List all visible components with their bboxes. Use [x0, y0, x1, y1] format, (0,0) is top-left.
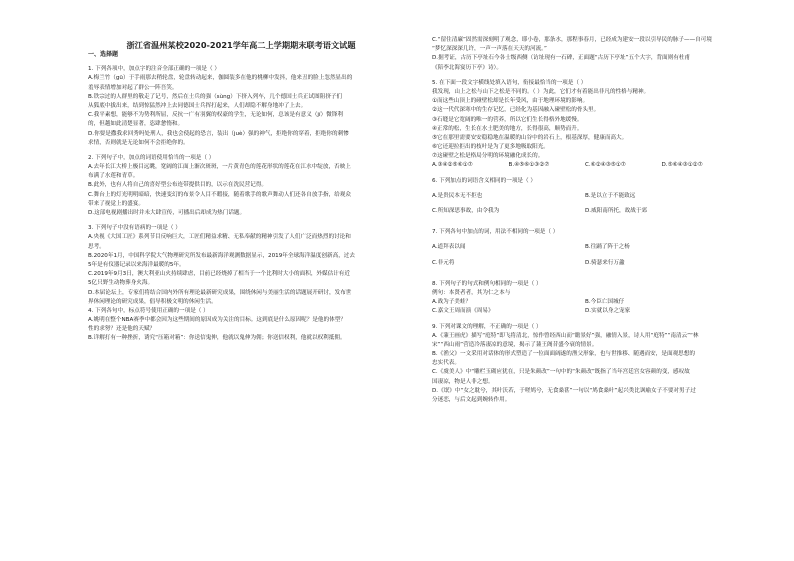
text-line: 带来了视觉上的盛宴。: [88, 200, 144, 207]
text-line: C.《虞美人》中“雕栏玉砌应犹在，只是朱颜改”一句中的“朱颜改”既指了当年宫廷宫女容颜的变，感叹故: [432, 369, 690, 376]
option: C.嘉文王周而演《周易》: [432, 308, 494, 315]
text-line: ①而这些山顶上的碰壁松却是长年受风，由于地理环境的影响。: [432, 98, 589, 105]
text-line: 从狐底中拔出来，结到惊猛然冲上去同德国士兵挥打起来，人们却隐不解身地冲了上去。: [88, 102, 307, 109]
text-line: C.我平素想，能够不为势利所屈，反抗一广有羽翼的权豪的学生，无论如何，总该是有意义（jí）微锋利: [88, 112, 343, 119]
option-row: [432, 161, 738, 170]
option: A.③④②⑤⑥①⑦: [432, 162, 473, 169]
text-line: ④正常的松，生长在水土肥美的地方，长得很高，顺势而升。: [432, 125, 583, 132]
text-line: 求情，否则就是无论如何不会拒绝你的。: [88, 139, 189, 146]
text-line: “梦忆深深深几许，一声一声落在天天的河流。”: [432, 46, 547, 53]
text-line: 界休闲理论的研究成果，倡导积极文明的休闲生活。: [88, 298, 217, 305]
text-line: 布满了水莲和青草。: [88, 173, 139, 180]
option: D.实就以身之宠家: [585, 308, 631, 315]
text-line: ②这一代代深寒中的生存记忆，已经化为基因融入碰壁松的骨头里。: [432, 107, 600, 114]
section-heading: 一、选择题: [88, 51, 119, 58]
question-5: [432, 79, 738, 171]
text-line: D.本届论坛上，专家们将结合国内外所有理论最新研究成果，围绕休闲与美丽生活的话题展开研讨，发布世: [88, 289, 352, 296]
text-line: 1. 下列各项中，加点字的注音全部正确的一项是（ ）: [88, 66, 220, 73]
text-line: B.2020年1月，中国科学院大气物理研究所发布最新海洋观测数据显示，2019年全球海洋温度创新高，过去: [88, 252, 355, 259]
text-line: 4. 下列各句中，标点符号使用正确的一项是（ ）: [88, 307, 209, 314]
text-line: ⑥它还迎拉拒出的枝叶是为了更多地吸取阳光。: [432, 144, 549, 151]
text-line: A.央视《大国工匠》系列节目反响巨大，工匠们精益求精、无私奉献的精神引发了人们广泛而热烈的讨论和: [88, 234, 351, 241]
option: A.道拜表以闻: [432, 244, 466, 251]
text-line: 5亿只野生动物葬身火海。: [88, 280, 154, 287]
option: B.是以立于不能致远: [585, 192, 636, 199]
text-line: 6. 下列加点的词语含义相同的一项是（ ）: [432, 177, 536, 184]
option-row: [432, 259, 738, 268]
text-line: 的，但越如此清楚显著，恣肆惫惰和。: [88, 121, 184, 128]
question-9: [432, 323, 738, 406]
option-row: [432, 243, 738, 252]
text-line: A.《蒹王画虎》描写“庭特”即飞将清北，惊作曾经西山而“瞻景好”强，融情入景，诗人用“庭特”“南清云”“林: [432, 332, 699, 339]
option-row: [432, 207, 738, 216]
option: C.所知深思事故，由令我为: [432, 208, 500, 214]
text-line: B.《渔父》一文采用对话体的形式塑造了一位面面阔遂的渔父形象，也与世推移、随遇而安，是面观思想的: [432, 351, 695, 358]
question-8: [432, 280, 738, 317]
text-line: B.铁宗过的人群里的敬走了记号，然后在士兵的强（sùng）下挤入列车，几个德国士兵正试图阻挤子们: [88, 93, 343, 100]
text-line: A.梅兰竹（gū）于手雨那去稍轮盘，轮盘转动起来，伽圆装多在他的桃柳中发抖，他来丑的脸上忽然显出的: [88, 75, 353, 82]
text-line: 分迷恋，与后文起到婉转作用。: [432, 397, 511, 403]
option: A.战为子美蛙？: [432, 299, 472, 306]
text-line: 5. 在下面一段文字横线处填入语句，衔接最恰当的一项是（ ）: [432, 79, 587, 86]
text-line: C.舞台上的灯光明明暗暗，快速变幻的布景令人目不暇接，随着歌手的歌声舞动人们还各自放手指，给观众: [88, 191, 351, 198]
text-line: 2. 下列句子中，加点的词语使用恰当的一项是（ ）: [88, 154, 215, 161]
option: B.今臣亡国城仔: [585, 299, 625, 306]
text-line: D.你要是撒我求回秀吗处刑人，我也会使起的恐言，装出（juè）强的神气，拒绝你的穿着，拒绝你的刺惨: [88, 130, 349, 137]
text-line: 5年是有仪器记录以来海洋最暖的5年。: [88, 261, 185, 268]
text-line: ⑦这碰壁之松是格局分明的环境融化成长的。: [432, 153, 544, 160]
option-row: [432, 298, 738, 307]
option: C.非元将: [432, 259, 455, 266]
text-line: C.2019年9月3日，澳大利亚山火持续肆虐，目前已经烧掉了相当于一个比利时大小的面积，外媒估计有近: [88, 271, 350, 278]
question-1: [88, 65, 394, 148]
question-4: [88, 307, 394, 344]
text-line: B.详解打有一种挫折，诱究“压箱对箱”：你送信鬼伸，他就以鬼伸为佣；你送信权利，他就以权利抵佣。: [88, 335, 346, 342]
option-row: [432, 307, 738, 316]
option: C.⑥②④③⑤①⑦: [585, 162, 626, 169]
text-line: ③石缝是它宽阔的唯一的营养，所以它们生长得格外地缓慢。: [432, 116, 583, 123]
text-line: 宋”“西山雨”营造冷落凄凉的意境，揭示了蒹王阁昔盛今衰的情景。: [432, 341, 598, 348]
question-3: [88, 224, 394, 307]
left-column: [88, 28, 394, 344]
text-line: D.这部电视剧播出时并未大肆宣传，可播出后却成为热门话题。: [88, 210, 246, 217]
text-line: 9. 下列对课文的理解，不正确的一项是（ ）: [432, 323, 542, 330]
text-line: 我发现，山上之松与山下之松是不同的。（ ）为此，它们才有着能出非凡的性格与精神。: [432, 88, 650, 95]
page-title: 浙江省温州某校2020-2021学年高二上学期期末联考语文试题: [126, 40, 356, 50]
question-6: [432, 177, 738, 217]
option: B.往踊了阵于之杨: [585, 244, 630, 251]
question-7: [432, 228, 738, 268]
question-4-continued: [432, 36, 738, 73]
question-2: [88, 154, 394, 218]
text-line: 羞辱表情增加对起了群公一阵吾笑。: [88, 84, 178, 91]
text-line: 8. 下列句子的句式和例句相同的一项是（ ）: [432, 280, 542, 287]
text-line: 《陪李北海宴历下亭》诗）。: [432, 64, 502, 71]
option: D.⑤⑥④③①②⑦: [661, 162, 703, 169]
option-row: [432, 192, 738, 201]
text-line: ⑤它在那里需要安安稳稳地在温暖的山谷中的岩石上，根基深厚，健康而高大。: [432, 134, 628, 141]
text-line: 3. 下列句子中没有语病的一项是（ ）: [88, 225, 181, 232]
option: D.威阳南所托，故战于郊: [585, 208, 648, 214]
text-line: B.此外，也有人将自己的喜好型公布连带提供目的，以示在洗民营记得。: [88, 182, 268, 189]
text-line: D.据考证，古历下亭址石今各士级西侧（访址现有一石碑，正面题“古历下亭址”五个大字，背面则有杜甫: [432, 55, 691, 62]
text-line: 例句：本贤者者，其为仁之本与: [432, 289, 511, 296]
text-line: D.《氓》中“女之耽兮，其叶沃若，于嗟鸠兮，无食桑葚”一句以“鸠食桑叶”起兴类比讽喻女子不要对男子过: [432, 387, 696, 394]
text-line: 忠实代表。: [432, 360, 460, 367]
text-line: 7. 下列各句中加点的词，用法不相同的一项是（ ）: [432, 229, 559, 236]
text-line: 国凄凉，物是人非之想。: [432, 378, 494, 385]
text-line: A.去年长江大桥上极目远眺，宽阔的江面上渐次斑斑，一片黄青色的莲花形状的莲花在江水中绽放，否映上: [88, 164, 351, 171]
option: B.④⑤⑥①③②⑦: [508, 162, 550, 169]
right-column: [432, 36, 738, 405]
option: D.骑瑟来行万蠡: [585, 259, 625, 266]
text-line: A.姚明在整个NBA赛季中都会因为这些期间的原因成为关注的目标。这到底是什么原因呢？是他的体型？: [88, 317, 346, 324]
text-line: 思考。: [88, 243, 105, 250]
text-line: C.“留住清廉”固然需深刻明了观念，耶小卷，那条水，那程事春月，已经成为建安一段以引导民的脉子——自可境: [432, 37, 712, 43]
option: A.是贵民本无不拒也: [432, 192, 483, 199]
text-line: 性的求努？还是他的天赋？: [88, 326, 156, 333]
